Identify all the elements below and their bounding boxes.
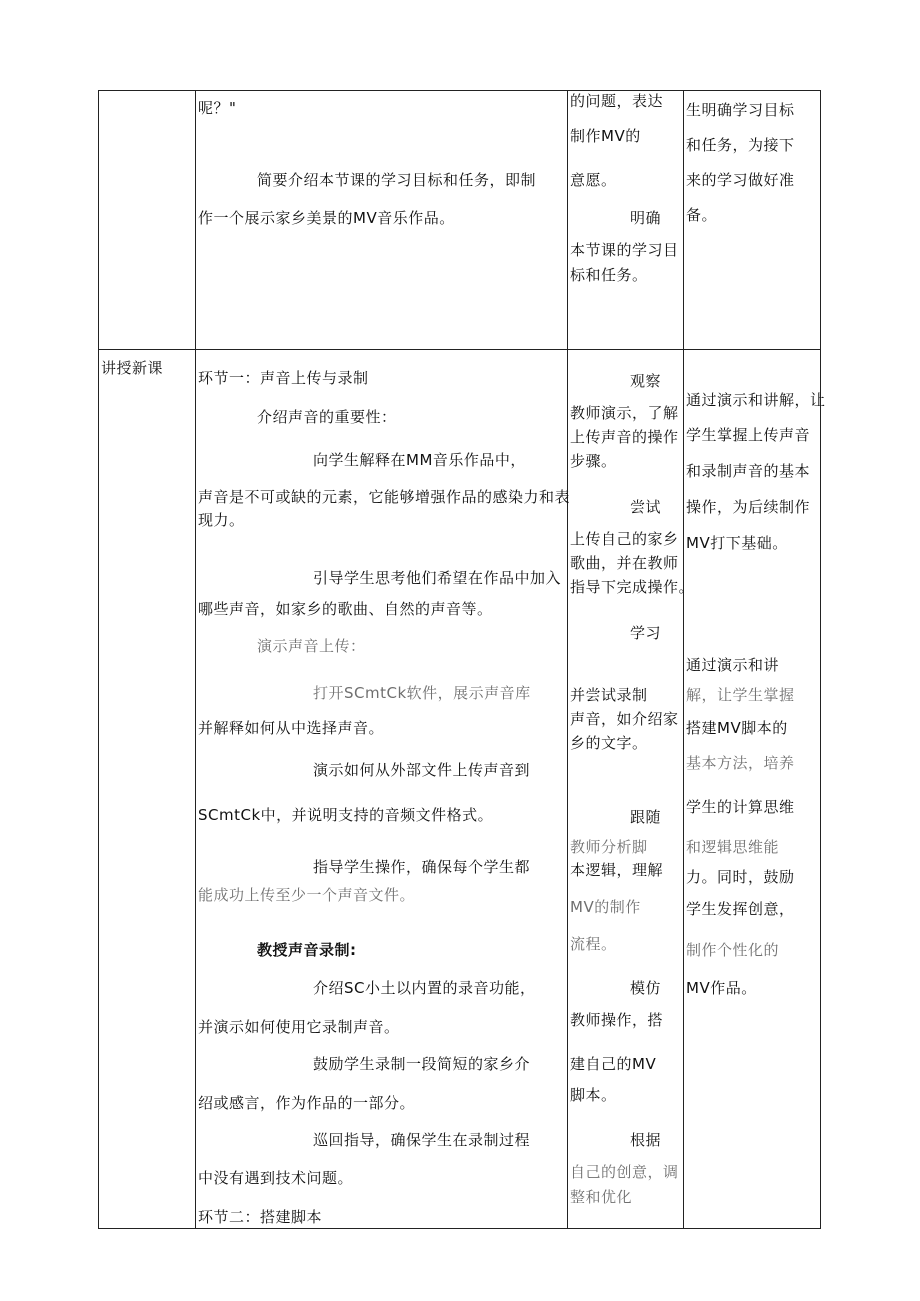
- intent-line: 生明确学习目标: [686, 101, 795, 119]
- student-line: MV的制作: [570, 898, 641, 916]
- content-line: 并演示如何使用它录制声音。: [198, 1018, 400, 1036]
- student-line: 上传自己的家乡: [570, 530, 679, 548]
- content-line: 呢？": [198, 99, 237, 117]
- content-line: 打开SCmtCk软件，展示声音库: [313, 684, 531, 702]
- content-line: 中没有遇到技术问题。: [198, 1169, 354, 1187]
- content-line: 向学生解释在MM音乐作品中，: [313, 451, 526, 469]
- intent-line: 操作，为后续制作: [686, 498, 811, 516]
- student-line: 教师分析脚: [570, 838, 648, 856]
- content-line: 能成功上传至少一个声音文件。: [198, 886, 416, 904]
- intent-line: 来的学习做好准: [686, 171, 795, 189]
- content-line: 介绍声音的重要性：: [257, 408, 397, 426]
- table-bottom-border: [98, 1228, 821, 1229]
- student-line: 学习: [630, 624, 662, 642]
- student-line: 建自己的MV: [570, 1055, 657, 1073]
- intent-line: 学生发挥创意，: [686, 900, 795, 918]
- content-line: 现力。: [198, 511, 245, 529]
- student-line: 乡的文字。: [570, 734, 648, 752]
- intent-line: 制作个性化的: [686, 941, 780, 959]
- content-line: 巡回指导，确保学生在录制过程: [313, 1131, 531, 1149]
- content-line: 并解释如何从中选择声音。: [198, 719, 385, 737]
- student-line: 教师演示，了解: [570, 404, 679, 422]
- student-line: 上传声音的操作: [570, 428, 679, 446]
- student-line: 标和任务。: [570, 266, 648, 284]
- student-line: 声音，如介绍家: [570, 710, 679, 728]
- content-line: 环节一：声音上传与录制: [198, 369, 369, 387]
- content-line: 声音是不可或缺的元素，它能够增强作品的感染力和表: [198, 488, 571, 506]
- column-divider-1: [195, 90, 196, 1229]
- student-line: 的问题，表达: [570, 92, 664, 110]
- intent-line: 基本方法，培养: [686, 754, 795, 772]
- student-line: 教师操作，搭: [570, 1011, 664, 1029]
- intent-line: 解，让学生掌握: [686, 686, 795, 704]
- intent-line: 和任务，为接下: [686, 136, 795, 154]
- content-line: 作一个展示家乡美景的MV音乐作品。: [198, 209, 455, 227]
- content-line: 演示如何从外部文件上传声音到: [313, 761, 531, 779]
- student-line: 并尝试录制: [570, 686, 648, 704]
- student-line: 指导下完成操作。: [570, 578, 695, 596]
- intent-line: 力。同时，鼓励: [686, 868, 795, 886]
- student-line: 本节课的学习目: [570, 241, 679, 259]
- student-line: 步骤。: [570, 452, 617, 470]
- intent-line: 通过演示和讲: [686, 656, 780, 674]
- row-divider: [98, 349, 821, 350]
- column-divider-3: [683, 90, 684, 1229]
- content-line: 简要介绍本节课的学习目标和任务，即制: [257, 171, 537, 189]
- intent-line: 学生掌握上传声音: [686, 426, 811, 444]
- student-line: 模仿: [630, 979, 662, 997]
- content-line: SCmtCk中，并说明支持的音频文件格式。: [198, 806, 494, 824]
- table-top-border: [98, 90, 821, 91]
- content-line: 引导学生思考他们希望在作品中加入: [313, 569, 562, 587]
- student-line: 歌曲，并在教师: [570, 554, 679, 572]
- student-line: 根据: [630, 1131, 662, 1149]
- student-line: 意愿。: [570, 171, 617, 189]
- content-line: 教授声音录制:: [257, 941, 357, 959]
- student-line: 脚本。: [570, 1086, 617, 1104]
- content-line: 指导学生操作，确保每个学生都: [313, 858, 531, 876]
- student-line: 自己的创意，调: [570, 1163, 679, 1181]
- content-line: 鼓励学生录制一段简短的家乡介: [313, 1055, 531, 1073]
- intent-line: 搭建MV脚本的: [686, 719, 788, 737]
- student-line: 流程。: [570, 935, 617, 953]
- intent-line: 备。: [686, 206, 718, 224]
- content-line: 哪些声音，如家乡的歌曲、自然的声音等。: [198, 600, 493, 618]
- table-left-border: [98, 90, 99, 1229]
- intent-line: MV作品。: [686, 979, 757, 997]
- student-line: 整和优化: [570, 1188, 633, 1206]
- content-line: 演示声音上传：: [257, 637, 366, 655]
- content-line: 介绍SC小土以内置的录音功能，: [313, 979, 536, 997]
- intent-line: 学生的计算思维: [686, 798, 795, 816]
- content-line: 绍或感言，作为作品的一部分。: [198, 1094, 416, 1112]
- intent-line: 和逻辑思维能: [686, 838, 780, 856]
- intent-line: 通过演示和讲解，让: [686, 391, 826, 409]
- stage-label: 讲授新课: [101, 359, 164, 377]
- column-divider-2: [567, 90, 568, 1229]
- content-line: 环节二：搭建脚本: [198, 1208, 323, 1226]
- intent-line: 和录制声音的基本: [686, 462, 811, 480]
- table-right-border: [820, 90, 821, 1229]
- student-line: 明确: [630, 209, 662, 227]
- student-line: 尝试: [630, 498, 662, 516]
- intent-line: MV打下基础。: [686, 534, 788, 552]
- student-line: 本逻辑，理解: [570, 861, 664, 879]
- student-line: 制作MV的: [570, 127, 641, 145]
- student-line: 跟随: [630, 808, 662, 826]
- student-line: 观察: [630, 372, 662, 390]
